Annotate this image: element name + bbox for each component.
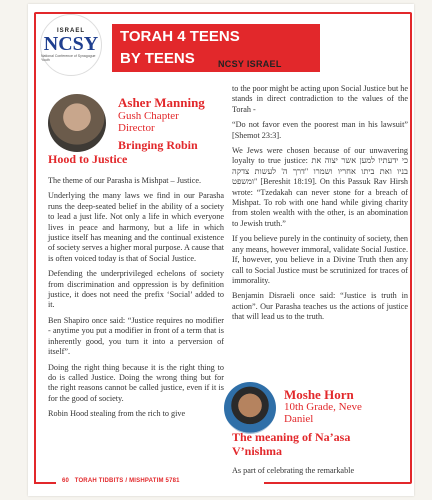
article1-title-line1: Bringing Robin: [118, 138, 198, 152]
right-paragraph-2: “Do not favor even the poorest man in his lawsuit” [Shemot 23:3].: [232, 120, 408, 140]
frame-bottom-left: [34, 482, 56, 484]
author1-role-line2: Director: [118, 122, 155, 134]
left-paragraph-6: Robin Hood stealing from the rich to give: [48, 409, 186, 419]
article2-title-line2: V’nishma: [232, 444, 283, 458]
logo-wordmark: NCSY: [43, 33, 99, 55]
logo-tagline: National Conference of Synagogue Youth: [41, 54, 96, 62]
left-paragraph-2: Underlying the many laws we find in our Parasha runs the deep-seated belief in the ability of a society to lead a just life. Not only a life in which everyone lives in peace and harmony, but a life in which justice itself has meaning and the continual existence of society serves a higher moral purpose. A cause that is often voiced today is that of Social Justice.: [48, 191, 224, 263]
author2-avatar: [224, 382, 276, 434]
author1-avatar: [48, 94, 106, 152]
author2-role-line2: Daniel: [284, 413, 314, 425]
author1-name: Asher Manning: [118, 95, 205, 110]
left-column: [48, 176, 224, 425]
article2-title-line1: The meaning of Na’asa: [232, 430, 351, 444]
banner-line-2: BY TEENS: [120, 50, 195, 67]
right-paragraph-3: We Jews were chosen because of our unwavering loyalty to true justice: כי ידעתיו למען אשר יצוה את בניו ואת ביתו אחריו ושמרו "דרך ה' לעשות צדקה ומשפט" [Bereshit 18:19]. On this Passuk Rav Hirsh wrote: “Tzedakah can never stone for a breach of Mishpat. To rob with one hand while giving charity from stolen wealth with the other, is an abomination to Jewish truth.”: [232, 146, 409, 228]
page-number: 60: [62, 478, 70, 484]
left-paragraph-5: Doing the right thing because it is the right thing to do is called Justice. Doing the wrong thing but for the right reasons cannot be called justice, even if it is for the good of society.: [48, 362, 224, 403]
header-subtitle: NCSY ISRAEL: [218, 59, 282, 69]
author1-role-line1: Gush Chapter: [118, 110, 179, 122]
left-paragraph-4: Ben Shapiro once said: “Justice requires no modifier - anytime you put a modifier in front of a term that is inherently good, you turn it into a perversion of itself”.: [48, 315, 224, 357]
author2-role-line1: 10th Grade, Neve: [284, 401, 362, 413]
frame-bottom-right: [264, 482, 410, 484]
ncsy-israel-logo: [40, 14, 102, 76]
logo-israel-text: ISRAEL: [56, 28, 85, 34]
article2-opening: As part of celebrating the remarkable: [232, 466, 355, 475]
right-column: [232, 84, 408, 328]
left-paragraph-3: Defending the underprivileged echelons of society from discrimination and oppression is by definition justice, it does not need the prefix ‘Social’ added to it.: [48, 269, 224, 310]
footer-label: TORAH TIDBITS / MISHPATIM 5781: [74, 478, 180, 484]
page-footer: [62, 478, 180, 484]
banner-line-1: TORAH 4 TEENS: [120, 28, 240, 45]
right-paragraph-5: Benjamin Disraeli once said: “Justice is truth in action”. Our Parasha teaches us the actions of justice that will lead us to the truth.: [232, 291, 408, 322]
right-paragraph-1: to the poor might be acting upon Social Justice but he stands in direct contradiction to the values of the Torah -: [232, 84, 408, 114]
header-banner: [112, 24, 320, 72]
author2-name: Moshe Horn: [284, 387, 354, 402]
magazine-page: [28, 4, 414, 496]
article1-title-line2: Hood to Justice: [48, 152, 128, 166]
left-paragraph-1: The theme of our Parasha is Mishpat – Justice.: [48, 176, 202, 185]
right-paragraph-4: If you believe purely in the continuity of society, then any means, however immoral, validate Social Justice. If, however, you believe in a Divine Truth then any call to Social Justice must be scrutinized for traces of immorality.: [232, 234, 408, 285]
